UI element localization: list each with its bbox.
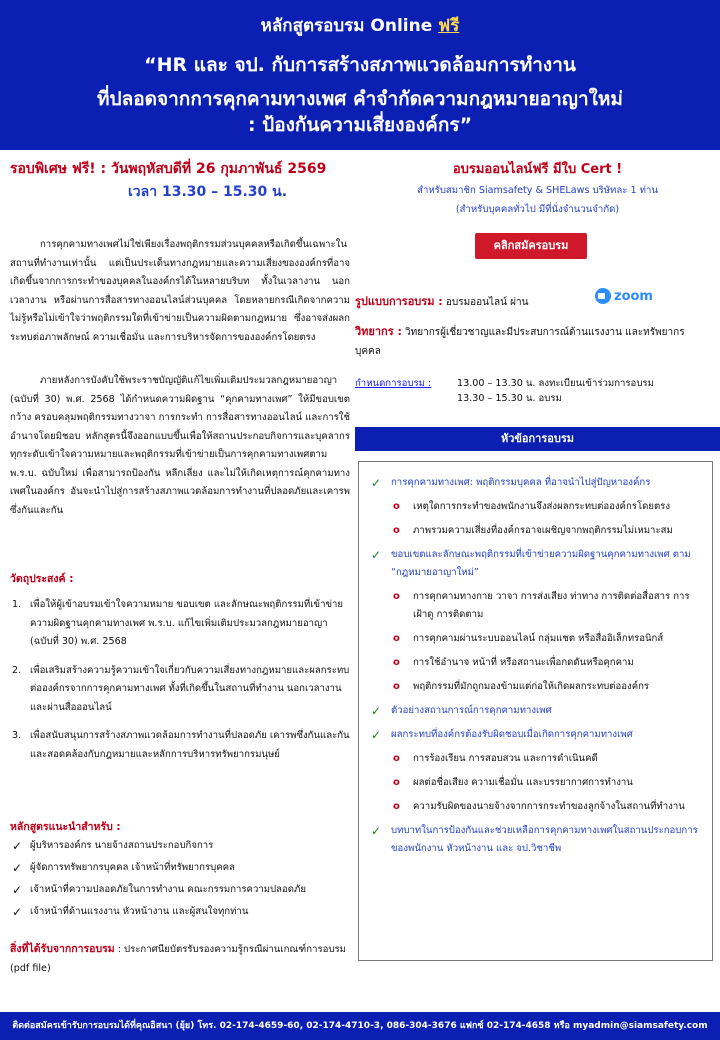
objective-item: 3. เพื่อสนับสนุนการสร้างสภาพแวดล้อมการทำงานที่ปลอดภัย เคารพซึ่งกันและกัน และสอดคล้องกับกฎหมายและหลักการบริหารทรัพยากรมนุษย์: [12, 730, 350, 760]
course-type-title: หลักสูตรอบรม Online ฟรี: [260, 16, 460, 36]
recommended-item: ✓ ผู้บริหารองค์กร นายจ้างสถานประกอบกิจการ: [10, 835, 350, 857]
check-icon: ✓: [12, 839, 23, 853]
circle-bullet-icon: o: [393, 681, 400, 692]
objective-item: 2. เพื่อเสริมสร้างความรู้ความเข้าใจเกี่ยวกับความเสี่ยงทางกฎหมายและผลกระทบต่อองค์กรจากการคุกคามทางเพศ ทั้งที่เกิดขึ้นในสถานที่ทำงาน นอกเวลางาน และผ่านสื่อออนไลน์: [12, 664, 350, 713]
recommended-item: ✓ ผู้จัดการทรัพยากรบุคคล เจ้าหน้าที่ทรัพยากรบุคคล: [10, 857, 350, 879]
recommended-item: ✓ เจ้าหน้าที่ด้านแรงงาน หัวหน้างาน และผู้สนใจทุกท่าน: [10, 901, 350, 923]
check-icon: ✓: [371, 728, 382, 742]
check-icon: ✓: [12, 883, 23, 897]
circle-bullet-icon: o: [393, 591, 400, 602]
check-icon: ✓: [371, 476, 382, 490]
schedule-label: กำหนดการอบรม :: [355, 378, 432, 389]
schedule-row: 13.30 – 15.30 น. อบรม: [457, 393, 562, 404]
check-icon: ✓: [371, 824, 382, 838]
topic-item: ✓ ขอบเขตและลักษณะพฤติกรรมที่เข้าข่ายความผิดฐานคุกคามทางเพศ ตาม “กฎหมายอาญาใหม่”: [371, 548, 691, 578]
course-title-line3: : ป้องกันความเสี่ยงองค์กร”: [247, 114, 473, 136]
objectives-title: วัตถุประสงค์ :: [10, 573, 74, 585]
circle-bullet-icon: o: [393, 501, 400, 512]
topic-item: ✓ ตัวอย่างสถานการณ์การคุกคามทางเพศ: [371, 704, 552, 718]
subtopic-item: o การร้องเรียน การสอบสวน และการดำเนินคดี: [371, 750, 702, 768]
check-icon: ✓: [12, 905, 23, 919]
online-free-title: อบรมออนไลน์ฟรี มีใบ Cert !: [452, 162, 623, 177]
check-icon: ✓: [371, 704, 382, 718]
lecturer-info: วิทยากร : วิทยากรผู้เชี่ยวชาญและมีประสบการณ์ด้านแรงงาน และทรัพยากรบุคคล: [355, 325, 685, 357]
lecturer-label: วิทยากร :: [355, 325, 402, 338]
course-title-line1: “HR และ จป. กับการสร้างสภาพแวดล้อมการทำงาน: [144, 54, 576, 76]
subtopic-item: o พฤติกรรมที่มักถูกมองข้ามแต่ก่อให้เกิดผลกระทบต่อองค์กร: [371, 678, 702, 696]
circle-bullet-icon: o: [393, 525, 400, 536]
circle-bullet-icon: o: [393, 801, 400, 812]
session-date: รอบพิเศษ ฟรี! : วันพฤหัสบดีที่ 26 กุมภาพันธ์ 2569: [10, 161, 327, 177]
circle-bullet-icon: o: [393, 753, 400, 764]
topics-header: หัวข้อการอบรม: [355, 427, 720, 451]
recommended-item: ✓ เจ้าหน้าที่ความปลอดภัยในการทำงาน คณะกรรมการความปลอดภัย: [10, 879, 350, 901]
subtopic-item: o การคุกคามผ่านระบบออนไลน์ กลุ่มแชต หรือสื่ออิเล็กทรอนิกส์: [371, 630, 702, 648]
circle-bullet-icon: o: [393, 657, 400, 668]
topic-item: ✓ การคุกคามทางเพศ: พฤติกรรมบุคคล ที่อาจนำไปสู่ปัญหาองค์กร: [371, 476, 651, 490]
register-button[interactable]: คลิกสมัครอบรม: [475, 233, 587, 259]
circle-bullet-icon: o: [393, 777, 400, 788]
check-icon: ✓: [12, 861, 23, 875]
objective-item: 1. เพื่อให้ผู้เข้าอบรมเข้าใจความหมาย ขอบเขต และลักษณะพฤติกรรมที่เข้าข่ายความผิดฐานคุกคามทางเพศ พ.ร.บ. แก้ไขเพิ่มเติมประมวลกฎหมายอาญา (ฉบับที่ 30) พ.ศ. 2568: [12, 599, 344, 647]
objectives-list: [10, 596, 350, 774]
schedule-row: 13.00 – 13.30 น. ลงทะเบียนเข้าร่วมการอบรม: [457, 378, 654, 389]
subtopic-item: o เหตุใดการกระทำของพนักงานจึงส่งผลกระทบต่อองค์กรโดยตรง: [371, 498, 702, 516]
check-icon: ✓: [371, 548, 382, 562]
subtopic-item: o ผลต่อชื่อเสียง ความเชื่อมั่น และบรรยากาศการทำงาน: [371, 774, 702, 792]
course-title-line2: ที่ปลอดจากการคุกคามทางเพศ คำจำกัดความกฎหมายอาญาใหม่: [97, 88, 623, 110]
circle-bullet-icon: o: [393, 633, 400, 644]
zoom-logo: zoom: [595, 288, 653, 304]
session-time: เวลา 13.30 – 15.30 น.: [128, 184, 288, 200]
recommended-list: [10, 835, 350, 923]
topics-box: [358, 461, 713, 961]
benefits-text: สิ่งที่ได้รับจากการอบรม : ประกาศนียบัตรรับรองความรู้กรณีผ่านเกณฑ์การอบรม (pdf file): [10, 943, 346, 974]
subtopic-item: o การใช้อำนาจ หน้าที่ หรือสถานะเพื่อกดดันหรือคุกคาม: [371, 654, 702, 672]
contact-footer: ติดต่อสมัครเข้ารับการอบรมได้ที่คุณอิสนา (ยุ้ย) โทร. 02-174-4659-60, 02-174-4710-3, 086-304-3676 แฟกซ์ 02-174-4658 หรือ myadmin@siamsafety.com: [0, 1012, 720, 1040]
training-format: รูปแบบการอบรม : อบรมออนไลน์ ผ่าน: [355, 295, 529, 308]
header-banner: [0, 0, 720, 150]
benefits-label: สิ่งที่ได้รับจากการอบรม: [10, 943, 115, 955]
topic-item: ✓ ผลกระทบที่องค์กรต้องรับผิดชอบเมื่อเกิดการคุกคามทางเพศ: [371, 728, 633, 742]
subtopic-item: o การคุกคามทางกาย วาจา การส่งเสียง ท่าทาง การติดต่อสื่อสาร การเฝ้าดู การติดตาม: [371, 588, 702, 624]
format-label: รูปแบบการอบรม :: [355, 295, 443, 308]
member-note: สำหรับสมาชิก Siamsafety & SHELaws บริษัทละ 1 ท่าน: [417, 185, 658, 196]
subtopic-item: o ความรับผิดของนายจ้างจากการกระทำของลูกจ้างในสถานที่ทำงาน: [371, 798, 702, 816]
public-note: (สำหรับบุคคลทั่วไป มีที่นั่งจำนวนจำกัด): [455, 204, 620, 215]
recommended-title: หลักสูตรแนะนำสำหรับ :: [10, 821, 121, 833]
intro-paragraph-1: การคุกคามทางเพศไม่ใช่เพียงเรื่องพฤติกรรมส่วนบุคคลหรือเกิดขึ้นเฉพาะในสถานที่ทำงานเท่านั้น แต่เป็นประเด็นทางกฎหมายและความเสี่ยงขององค์กรที่อาจเกิดขึ้นจากการกระทำของบุคคลในองค์กรได้ในหลายบริบท ทั้งในเวลางาน นอกเวลางาน หรือผ่านการสื่อสารทางออนไลน์ส่วนบุคคล โดยหลายกรณีเกิดจากความไม่รู้หรือไม่เข้าใจว่าพฤติกรรมใดที่เข้าข่ายเป็นความผิดตามกฎหมาย ซึ่งอาจส่งผลกระทบต่อภาพลักษณ์ ความเชื่อมั่น และการบริหารจัดการขององค์กรโดยตรง: [10, 239, 350, 343]
zoom-logo-icon: [595, 288, 611, 304]
intro-paragraph-2: ภายหลังการบังคับใช้พระราชบัญญัติแก้ไขเพิ่มเติมประมวลกฎหมายอาญา (ฉบับที่ 30) พ.ศ. 2568 ได้กำหนดความผิดฐาน “คุกคามทางเพศ” ให้มีขอบเขตกว้าง ครอบคลุมพฤติกรรมทางวาจา การกระทำ การสื่อสารทางออนไลน์ และการใช้อำนาจโดยมิชอบ หลักสูตรนี้จึงออกแบบขึ้นเพื่อให้สถานประกอบกิจการและบุคลากรทุกระดับเข้าใจความหมายและพฤติกรรมที่เข้าข่ายเป็นการคุกคามทางเพศตาม พ.ร.บ. ฉบับใหม่ เพื่อสามารถป้องกัน หลีกเลี่ยง และไม่ให้เกิดเหตุการณ์คุกคามทางเพศในองค์กร อันจะนำไปสู่การสร้างสภาพแวดล้อมการทำงานที่ปลอดภัยและเคารพซึ่งกันและกัน: [10, 375, 350, 516]
free-label: ฟรี: [438, 16, 460, 36]
subtopic-item: o ภาพรวมความเสี่ยงที่องค์กรอาจเผชิญจากพฤติกรรมไม่เหมาะสม: [371, 522, 702, 540]
topic-item: ✓ บทบาทในการป้องกันและช่วยเหลือการคุกคามทางเพศในสถานประกอบการ ของพนักงาน หัวหน้างาน และ จป.วิชาชีพ: [371, 824, 698, 854]
